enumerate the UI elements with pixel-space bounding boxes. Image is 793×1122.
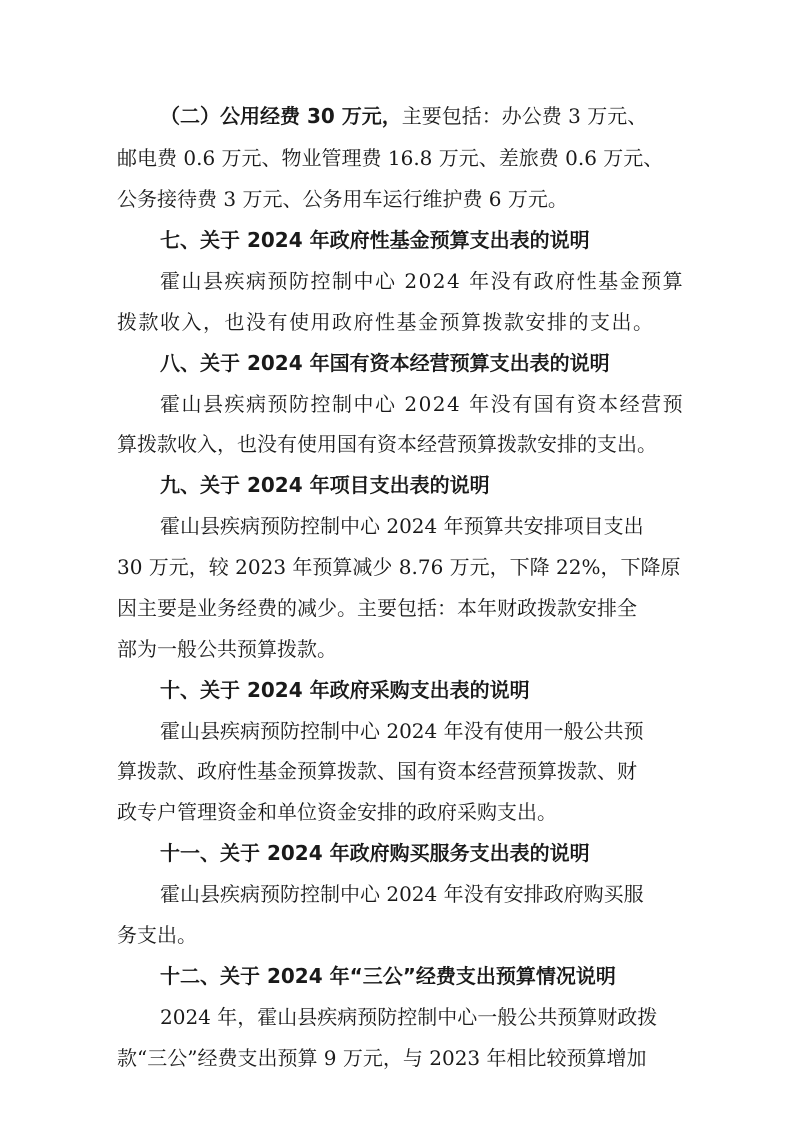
- paragraph-line: 邮电费 0.6 万元、物业管理费 16.8 万元、差旅费 0.6 万元、: [117, 146, 664, 170]
- paragraph-line: 霍山县疾病预防控制中心 2024 年没有使用一般公共预: [160, 719, 644, 743]
- paragraph-line: 霍山县疾病预防控制中心 2024 年预算共安排项目支出: [160, 514, 644, 538]
- section-heading: 十一、关于 2024 年政府购买服务支出表的说明: [160, 841, 590, 865]
- paragraph-line: 算拨款、政府性基金预算拨款、国有资本经营预算拨款、财: [117, 759, 637, 783]
- paragraph-line: 拨款收入，也没有使用政府性基金预算拨款安排的支出。: [117, 310, 655, 334]
- paragraph-line: 务支出。: [117, 923, 197, 947]
- paragraph-line: 政专户管理资金和单位资金安排的政府采购支出。: [117, 800, 557, 824]
- paragraph-line: 霍山县疾病预防控制中心 2024 年没有安排政府购买服: [160, 882, 644, 906]
- paragraph-line: 霍山县疾病预防控制中心 2024 年没有政府性基金预算: [160, 269, 685, 293]
- paragraph-text: 主要包括：办公费 3 万元、: [401, 104, 648, 128]
- section-heading: 七、关于 2024 年政府性基金预算支出表的说明: [160, 228, 590, 252]
- paragraph-line: 30 万元，较 2023 年预算减少 8.76 万元，下降 22%，下降原: [117, 555, 681, 579]
- paragraph-line: 算拨款收入，也没有使用国有资本经营预算拨款安排的支出。: [117, 432, 657, 456]
- section-heading: 十二、关于 2024 年“三公”经费支出预算情况说明: [160, 964, 616, 988]
- paragraph-line: 因主要是业务经费的减少。主要包括：本年财政拨款安排全: [117, 596, 637, 620]
- paragraph-line: 部为一般公共预算拨款。: [117, 637, 337, 661]
- paragraph-line: 公务接待费 3 万元、公务用车运行维护费 6 万元。: [117, 187, 568, 211]
- bold-lead-text: （二）公用经费 30 万元，: [160, 104, 402, 128]
- paragraph-line: 2024 年，霍山县疾病预防控制中心一般公共预算财政拨: [160, 1005, 658, 1029]
- paragraph-line: [160, 103, 740, 129]
- paragraph-line: 款“三公”经费支出预算 9 万元，与 2023 年相比较预算增加: [117, 1046, 647, 1070]
- section-heading: 九、关于 2024 年项目支出表的说明: [160, 473, 490, 497]
- paragraph-line: 霍山县疾病预防控制中心 2024 年没有国有资本经营预: [160, 392, 685, 416]
- section-heading: 八、关于 2024 年国有资本经营预算支出表的说明: [160, 351, 610, 375]
- section-heading: 十、关于 2024 年政府采购支出表的说明: [160, 678, 530, 702]
